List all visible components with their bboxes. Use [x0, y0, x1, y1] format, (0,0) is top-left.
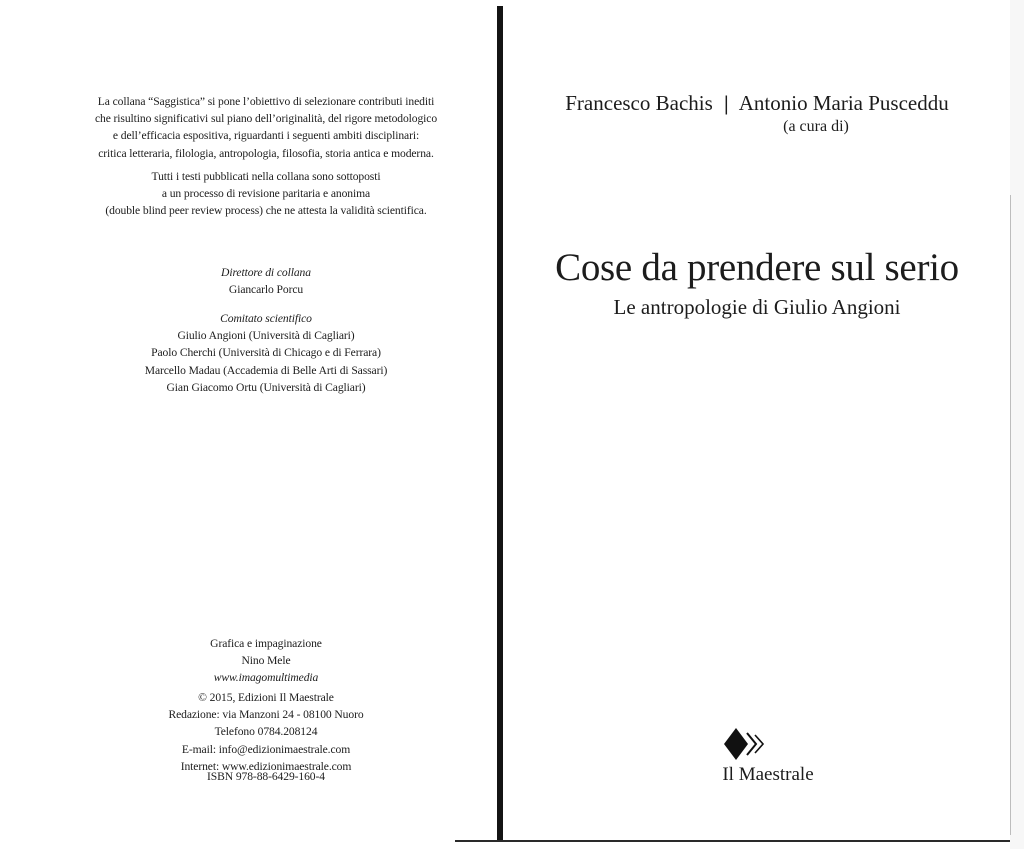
series-director-heading: Direttore di collana	[221, 266, 311, 279]
graphic-credits	[40, 635, 492, 687]
peer-review-note	[40, 168, 492, 220]
scientific-committee-heading: Comitato scientifico	[220, 312, 312, 325]
publisher-name: Il Maestrale	[722, 764, 814, 785]
page-right-edge-line	[1010, 195, 1011, 835]
peer-review-line: (double blind peer review process) che ne attesta la validità scientifica.	[105, 204, 427, 218]
series-description-line: e dell’efficacia espositiva, riguardanti i seguenti ambiti disciplinari:	[112, 129, 420, 143]
series-director-name: Giancarlo Porcu	[228, 283, 304, 297]
series-description-line: critica letteraria, filologia, antropologia, filosofia, storia antica e moderna.	[98, 146, 434, 160]
isbn: ISBN 978-88-6429-160-4	[207, 770, 325, 783]
series-director	[40, 264, 492, 298]
website-line: Internet: www.edizionimaestrale.com	[180, 759, 352, 773]
peer-review-line: Tutti i testi pubblicati nella collana sono sottoposti	[151, 170, 381, 183]
author-separator: |	[724, 91, 729, 115]
series-description	[40, 93, 492, 162]
author-name: Francesco Bachis	[565, 91, 713, 115]
graphic-credits-name: Nino Mele	[241, 654, 291, 668]
editors-note: (a cura di)	[783, 118, 849, 135]
copyright-line: © 2015, Edizioni Il Maestrale	[198, 691, 334, 704]
left-page-colophon	[40, 0, 492, 849]
book-spine-gutter	[497, 6, 503, 842]
series-description-line: La collana “Saggistica” si pone l’obiettivo di selezionare contributi inediti	[97, 95, 435, 108]
page-right-margin	[1010, 0, 1024, 849]
committee-member: Gian Giacomo Ortu (Università di Cagliari)	[166, 380, 366, 394]
address-line: Redazione: via Manzoni 24 - 08100 Nuoro	[168, 708, 364, 722]
right-page-title-page	[504, 0, 1010, 849]
email-line: E-mail: info@edizionimaestrale.com	[181, 742, 351, 756]
book-title: Cose da prendere sul serio	[555, 246, 959, 289]
graphic-credits-label: Grafica e impaginazione	[210, 637, 322, 650]
graphic-credits-website: www.imagomultimedia	[213, 671, 319, 685]
maestrale-diamond-logo-icon	[722, 724, 774, 764]
copyright-and-contacts	[40, 689, 492, 775]
series-description-line: che risultino significativi sul piano dell’originalità, del rigore metodologico	[94, 112, 438, 126]
book-subtitle: Le antropologie di Giulio Angioni	[613, 295, 901, 319]
phone-line: Telefono 0784.208124	[214, 725, 318, 739]
scientific-committee	[40, 310, 492, 396]
author-name: Antonio Maria Pusceddu	[738, 91, 949, 115]
committee-member: Giulio Angioni (Università di Cagliari)	[177, 329, 355, 343]
authors-line	[504, 90, 1010, 116]
peer-review-line: a un processo di revisione paritaria e anonima	[161, 187, 371, 201]
isbn-block	[40, 768, 492, 785]
committee-member: Marcello Madau (Accademia di Belle Arti di Sassari)	[144, 363, 388, 377]
committee-member: Paolo Cherchi (Università di Chicago e di Ferrara)	[151, 346, 381, 360]
